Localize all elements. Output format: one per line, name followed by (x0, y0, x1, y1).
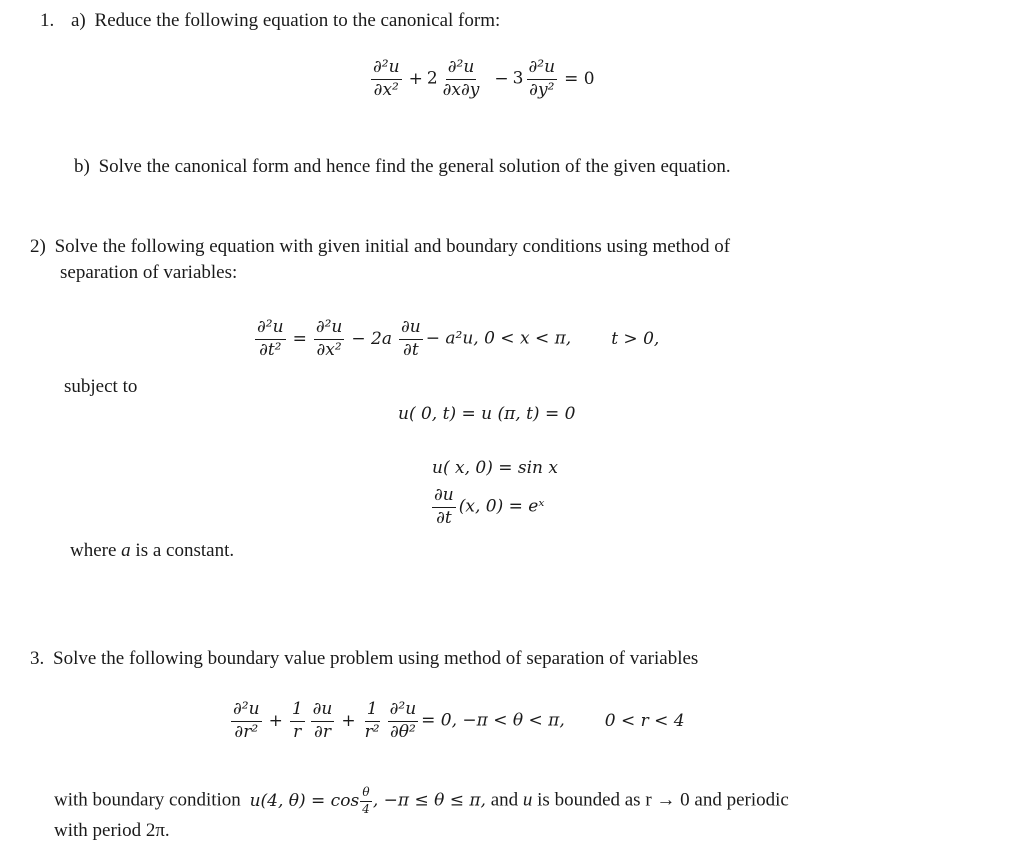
q1-term3: $\frac{\text{∂²u}}{\text{∂y²}}$ (528, 57, 556, 100)
q2-boundary-condition: u( 0, t) = u (π, t) = 0 (398, 404, 576, 424)
q3-term3: $\frac{\text{∂²u}}{\text{∂θ²}}$ (389, 699, 417, 742)
q1-a-text: Reduce the following equation to the canonical form: (94, 10, 501, 31)
q3-term1: $\frac{\text{∂²u}}{\text{∂r²}}$ (233, 699, 260, 742)
q3-text-line: 3. Solve the following boundary value problem using method of separation of variables (30, 648, 699, 669)
q3-period-line: with period 2π. (54, 820, 170, 841)
q2-initial-condition-1: u( x, 0) = sin x (432, 458, 558, 478)
q1-term1: $\frac{\text{∂²u}}{\text{∂x²}}$ (373, 57, 400, 100)
q1-a-label: a) (71, 10, 86, 31)
q2-text-line1: 2) Solve the following equation with given initial and boundary conditions using method of (30, 236, 731, 257)
q3-term2: $\frac{\partial u}{\partial r}$ (312, 699, 333, 742)
q1-equation: $\frac{\text{∂²u}}{\text{∂x²}}$ + 2 $\frac{\text{∂²u}}{\partial x\partial y}$ − 3 $\frac{\text{∂²u}}{\text{∂y²}}$ = 0 (373, 57, 595, 100)
q1-number: 1. (40, 10, 55, 31)
q2-equation: $\frac{\text{∂²u}}{\text{∂t²}}$ = $\frac{\text{∂²u}}{\text{∂x²}}$ − 2a $\frac{\partial u}{\partial t}$ − a²u, 0 < x < π, t > 0, (257, 317, 660, 360)
q3-coef3: $\frac{1}{\text{r²}}$ (364, 699, 380, 742)
q2-initial-condition-2: $\frac{\partial u}{\partial t}$ (x, 0) = eˣ (434, 485, 545, 528)
q3-equation: $\frac{\text{∂²u}}{\text{∂r²}}$ + $\frac{1}{r}$ $\frac{\partial u}{\partial r}$ + $\frac{1}{\text{r²}}$ $\frac{\text{∂²u}}{\text{∂θ²}}$ = 0, −π < θ < π, 0 < r < 4 (233, 699, 685, 742)
q2-subject-to: subject to (64, 376, 138, 397)
q2-number: 2) (30, 236, 46, 257)
q2-rhs-term2: $\frac{\partial u}{\partial t}$ (400, 317, 421, 360)
q3-number: 3. (30, 648, 45, 669)
q2-where-line: where a is a constant. (70, 540, 235, 561)
q3-coef2: $\frac{1}{r}$ (291, 699, 303, 742)
q2-text-line2: separation of variables: (60, 262, 238, 283)
q1-part-a-line (40, 10, 500, 33)
q2-lhs: $\frac{\text{∂²u}}{\text{∂t²}}$ (257, 317, 284, 360)
q1-b-text: Solve the canonical form and hence find the general solution of the given equation. (98, 156, 731, 177)
q2-rhs-term1: $\frac{\text{∂²u}}{\text{∂x²}}$ (315, 317, 343, 360)
q1-b-label: b) (74, 156, 90, 177)
q1-term2: $\frac{\text{∂²u}}{\partial x\partial y}$ (442, 57, 480, 100)
q1-part-b-line (74, 156, 731, 179)
q3-boundary-line: with boundary condition u(4, θ) = cos $\frac{\theta}{4}$ , −π ≤ θ ≤ π, and u is bounded as r → 0 and periodic (54, 785, 789, 816)
